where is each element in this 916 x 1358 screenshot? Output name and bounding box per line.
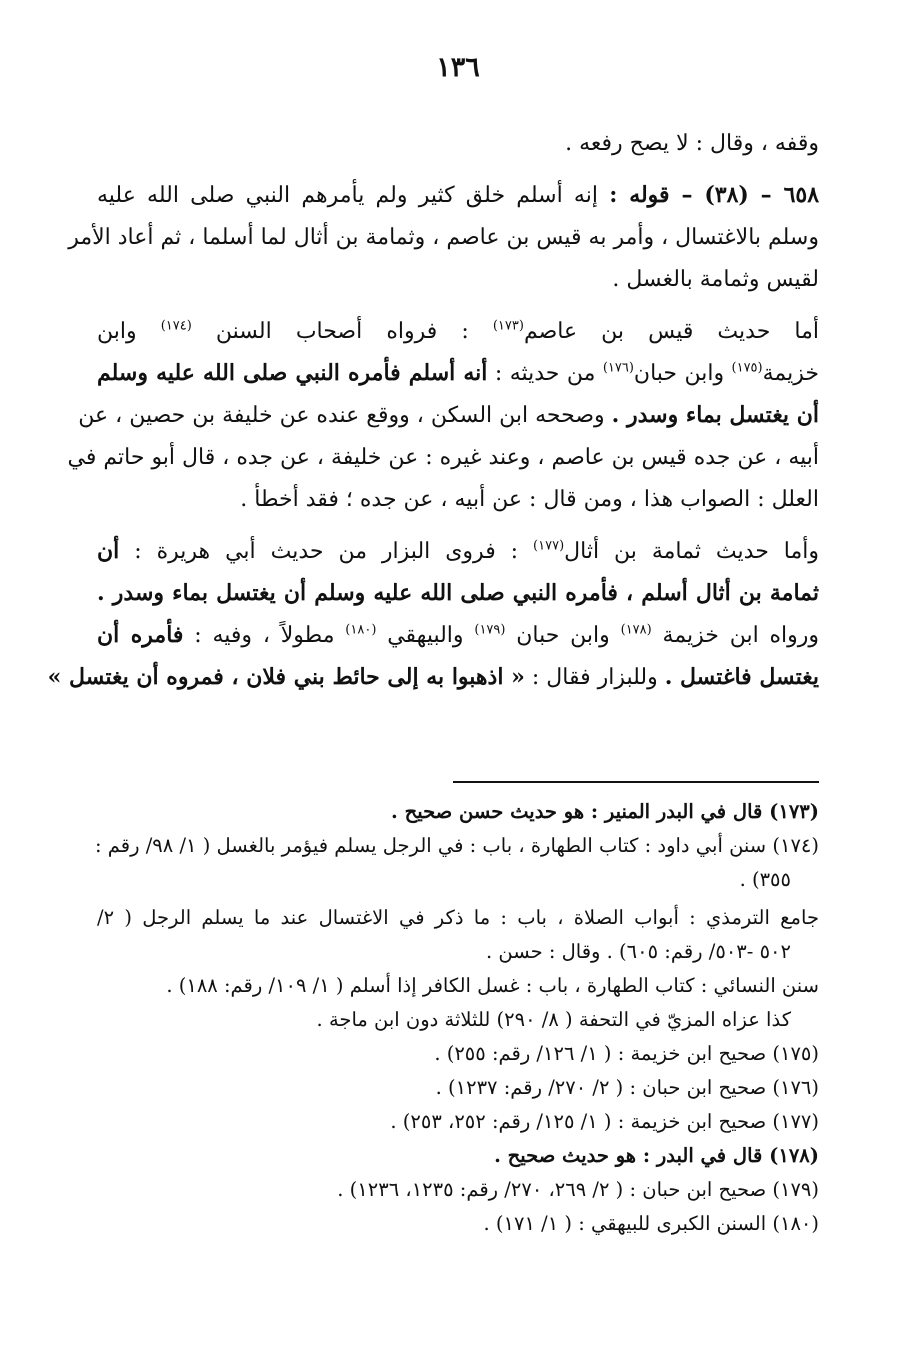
footnote-ref: (١٧٧) bbox=[533, 538, 565, 554]
text-run: ورواه ابن خزيمة bbox=[651, 623, 820, 648]
bold-text: أن يغتسل بماء وسدر . bbox=[611, 402, 819, 428]
text-run: (١٨٠) السنن الكبرى للبيهقي : ( ١/ ١٧١) . bbox=[483, 1212, 819, 1235]
text-run: وللبزار فقال : bbox=[524, 665, 665, 690]
footnote-line bbox=[97, 1144, 819, 1168]
text-run: وابن حبان bbox=[633, 361, 732, 386]
body-line bbox=[47, 664, 819, 692]
body-line bbox=[97, 318, 819, 346]
footnote-ref: (١٧٥) bbox=[731, 360, 763, 376]
bold-text: ثمامة بن أثال أسلم ، فأمره النبي صلى الله عليه وسلم أن يغتسل بماء وسدر . bbox=[97, 580, 819, 606]
footnote-line bbox=[97, 1008, 791, 1032]
text-run: كذا عزاه المزيّ في التحفة ( ٨/ ٢٩٠) للثلاثة دون ابن ماجة . bbox=[316, 1008, 791, 1031]
bold-text: ٦٥٨ – (٣٨) – قوله : bbox=[609, 182, 820, 208]
text-run: : فرواه أصحاب السنن bbox=[191, 319, 493, 344]
body-line bbox=[97, 360, 819, 388]
text-run: وأما حديث ثمامة بن أثال bbox=[564, 539, 819, 564]
text-run: (١٧٧) صحيح ابن خزيمة : ( ١/ ١٢٥/ رقم: ٢٥٢، ٢٥٣) . bbox=[390, 1110, 819, 1133]
text-run: أما حديث قيس بن عاصم bbox=[523, 319, 819, 344]
body-line bbox=[78, 402, 819, 430]
text-run: (١٧٤) سنن أبي داود : كتاب الطهارة ، باب : في الرجل يسلم فيؤمر بالغسل ( ١/ ٩٨/ رقم : bbox=[95, 834, 819, 857]
body-line bbox=[97, 130, 819, 158]
footnote-line bbox=[97, 974, 819, 998]
text-run: (١٧٦) صحيح ابن حبان : ( ٢/ ٢٧٠/ رقم: ١٢٣٧) . bbox=[435, 1076, 819, 1099]
footnote-line bbox=[97, 834, 819, 858]
text-run: مطولاً ، وفيه : bbox=[183, 623, 346, 648]
footnote-line bbox=[97, 940, 791, 964]
text-run: جامع الترمذي : أبواب الصلاة ، باب : ما ذكر في الاغتسال عند ما يسلم الرجل ( ٢/ bbox=[97, 906, 819, 929]
text-run: وابن حبان bbox=[505, 623, 621, 648]
text-run: وسلم بالاغتسال ، وأمر به قيس بن عاصم ، وثمامة بن أثال لما أسلما ، ثم أعاد الأمر bbox=[68, 225, 819, 250]
text-run: (١٧٩) صحيح ابن حبان : ( ٢/ ٢٦٩، ٢٧٠/ رقم: ١٢٣٥، ١٢٣٦) . bbox=[337, 1178, 819, 1201]
page-number: ١٣٦ bbox=[436, 52, 480, 83]
text-run: لقيس وثمامة بالغسل . bbox=[612, 267, 819, 292]
text-run: وصححه ابن السكن ، ووقع عنده عن خليفة بن حصين ، عن bbox=[78, 403, 612, 428]
text-run: أبيه ، عن جده قيس بن عاصم ، وعند غيره : عن خليفة ، عن جده ، قال أبو حاتم في bbox=[67, 445, 819, 470]
bold-text: (١٧٨) قال في البدر : هو حديث صحيح . bbox=[494, 1144, 819, 1167]
footnote-line bbox=[97, 1178, 819, 1202]
text-run: والبيهقي bbox=[376, 623, 475, 648]
text-run: من حديثه : bbox=[487, 361, 603, 386]
footnote-line bbox=[97, 1110, 819, 1134]
text-run: وابن bbox=[97, 319, 161, 344]
footnote-ref: (١٧٦) bbox=[602, 360, 634, 376]
footnote-line bbox=[97, 1042, 819, 1066]
footnote-ref: (١٧٩) bbox=[474, 622, 506, 638]
footnote-ref: (١٨٠) bbox=[345, 622, 377, 638]
bold-text: أن bbox=[97, 538, 120, 564]
footnote-line bbox=[97, 1076, 819, 1100]
body-line bbox=[97, 266, 819, 294]
footnote-ref: (١٧٨) bbox=[620, 622, 652, 638]
text-run: خزيمة bbox=[762, 361, 819, 386]
bold-text: يغتسل فاغتسل . bbox=[664, 664, 819, 690]
text-run: العلل : الصواب هذا ، ومن قال : عن أبيه ، عن جده ؛ فقد أخطأ . bbox=[240, 487, 819, 512]
text-run: إنه أسلم خلق كثير ولم يأمرهم النبي صلى الله عليه bbox=[97, 183, 610, 208]
bold-text: « اذهبوا به إلى حائط بني فلان ، فمروه أن يغتسل » bbox=[47, 664, 525, 690]
text-run: وقفه ، وقال : لا يصح رفعه . bbox=[565, 131, 819, 156]
body-line bbox=[97, 580, 819, 608]
footnote-ref: (١٧٤) bbox=[160, 318, 192, 334]
body-line bbox=[97, 538, 819, 566]
footnote-line bbox=[97, 906, 819, 930]
text-run: سنن النسائي : كتاب الطهارة ، باب : غسل الكافر إذا أسلم ( ١/ ١٠٩/ رقم: ١٨٨) . bbox=[166, 974, 819, 997]
body-line bbox=[67, 444, 819, 472]
text-run: ٥٠٢ -٥٠٣/ رقم: ٦٠٥) . وقال : حسن . bbox=[485, 940, 791, 963]
footnote-line bbox=[97, 1212, 819, 1236]
body-line bbox=[97, 486, 819, 514]
footnote-separator bbox=[453, 781, 819, 783]
footnote-line bbox=[97, 800, 819, 824]
footnote-line bbox=[97, 868, 791, 892]
text-run: ٣٥٥) . bbox=[739, 868, 791, 891]
body-line bbox=[97, 182, 819, 210]
text-run: : فروى البزار من حديث أبي هريرة : bbox=[119, 539, 534, 564]
bold-text: فأمره أن bbox=[97, 622, 184, 648]
bold-text: (١٧٣) قال في البدر المنير : هو حديث حسن صحيح . bbox=[391, 800, 819, 823]
text-run: (١٧٥) صحيح ابن خزيمة : ( ١/ ١٢٦/ رقم: ٢٥٥) . bbox=[434, 1042, 819, 1065]
body-line bbox=[68, 224, 819, 252]
footnote-ref: (١٧٣) bbox=[492, 318, 524, 334]
bold-text: أنه أسلم فأمره النبي صلى الله عليه وسلم bbox=[97, 360, 488, 386]
body-line bbox=[97, 622, 819, 650]
